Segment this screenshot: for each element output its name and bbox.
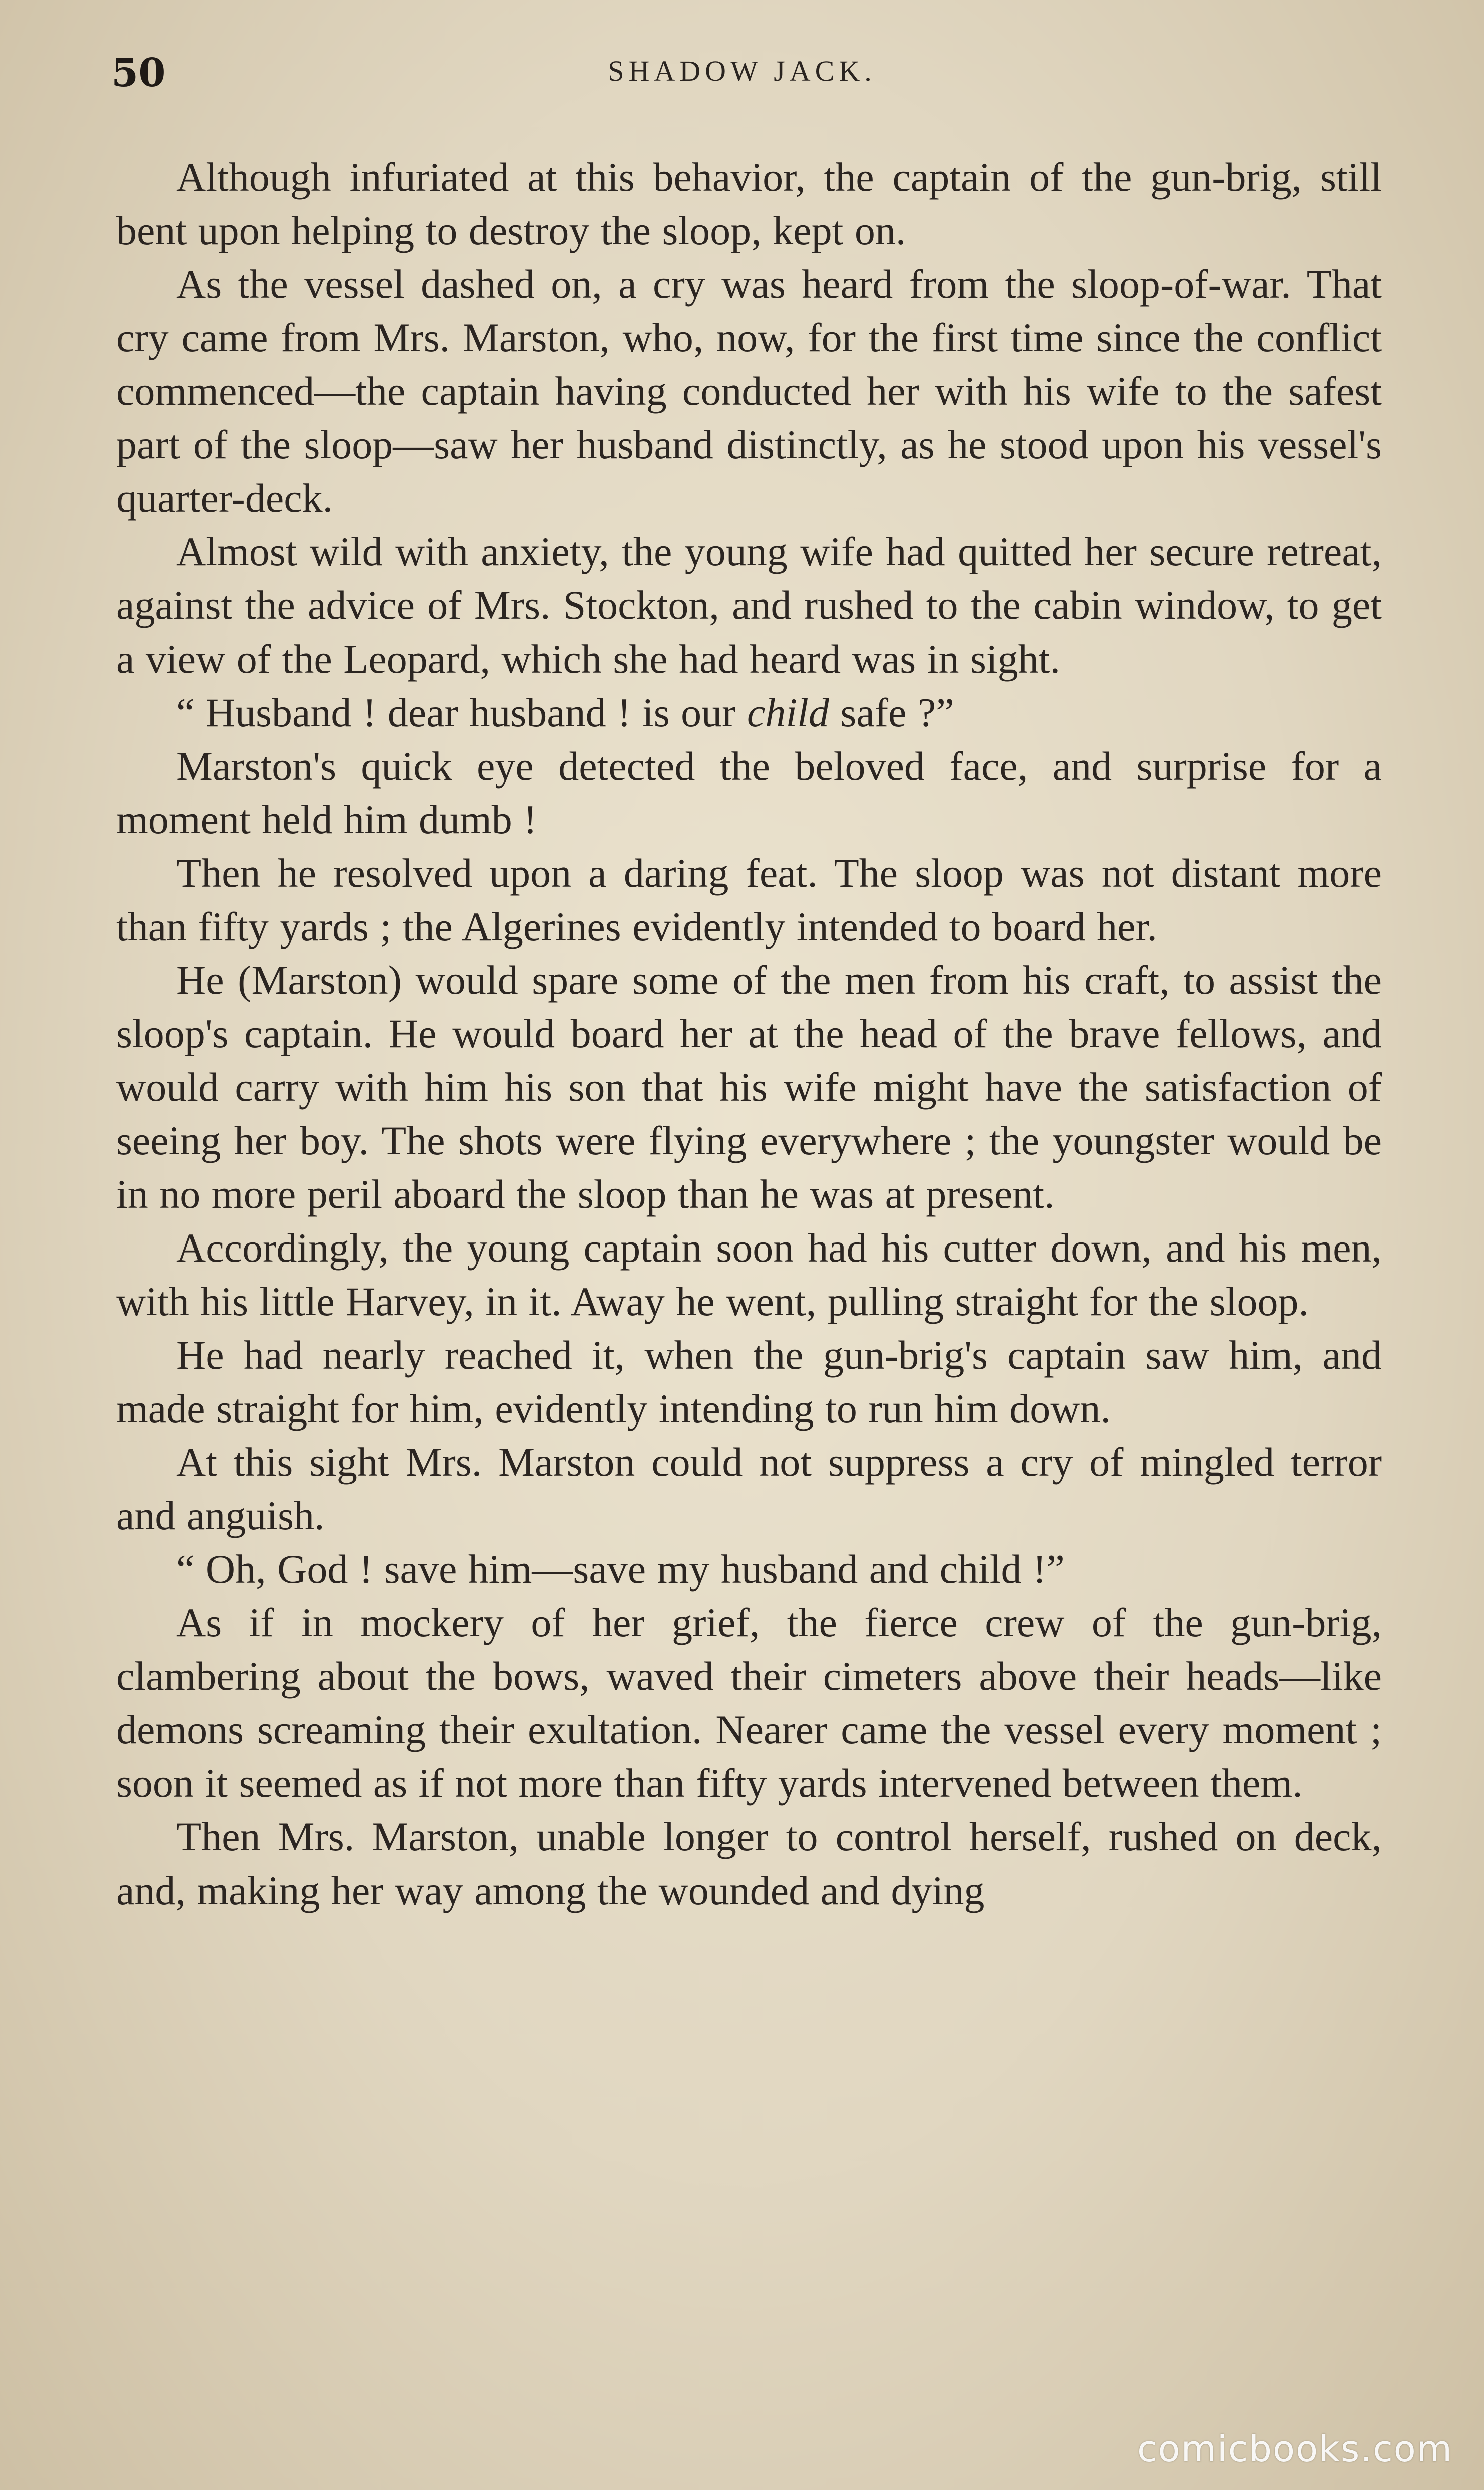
watermark: comicbooks.com bbox=[1137, 2428, 1453, 2470]
paragraph-3: Almost wild with anxiety, the young wife had quitted her secure retreat, against the advice of Mrs. Stockton, and rushed to the cabin window, to get a view of the Leopard, which she had heard was in sight. bbox=[116, 529, 1382, 682]
paragraph-13: Then Mrs. Marston, unable longer to control herself, rushed on deck, and, making her way among the wounded and dying bbox=[116, 1814, 1382, 1913]
paragraph-2: As the vessel dashed on, a cry was heard from the sloop-of-war. That cry came from Mrs. Marston, who, now, for the first time since the conflict commenced—the captain having conducted her with his wife to the safest part of the sloop—saw her husband distinctly, as he stood upon his vessel's quarter-deck. bbox=[116, 261, 1382, 521]
paragraph-11-dialogue: “ Oh, God ! save him—save my husband and child !” bbox=[176, 1546, 1065, 1592]
body-text bbox=[116, 150, 1382, 1917]
running-title: SHADOW JACK. bbox=[608, 55, 876, 87]
dialogue-before: “ Husband ! dear husband ! is our bbox=[176, 690, 747, 735]
paragraph-7: He (Marston) would spare some of the men from his craft, to assist the sloop's captain. He would board her at the head of the brave fellows, and would carry with him his son that his wife might have the satisfaction of seeing her boy. The shots were flying everywhere ; the youngster would be in no more peril aboard the sloop than he was at present. bbox=[116, 957, 1382, 1217]
paragraph-4-dialogue bbox=[116, 686, 1382, 739]
paragraph-12: As if in mockery of her grief, the fierce crew of the gun-brig, clambering about the bows, waved their cimeters above their heads—like demons screaming their exultation. Nearer came the vessel every moment ; soon it seemed as if not more than fifty yards intervened between them. bbox=[116, 1600, 1382, 1806]
dialogue-after: safe ?” bbox=[829, 690, 954, 735]
paragraph-9: He had nearly reached it, when the gun-brig's captain saw him, and made straight for him, evidently intending to run him down. bbox=[116, 1332, 1382, 1431]
paragraph-8: Accordingly, the young captain soon had his cutter down, and his men, with his little Harvey, in it. Away he went, pulling straight for the sloop. bbox=[116, 1225, 1382, 1324]
page-number: 50 bbox=[111, 50, 166, 96]
emphasis-child: child bbox=[747, 690, 829, 735]
paragraph-1: Although infuriated at this behavior, the captain of the gun-brig, still bent upon helping to destroy the sloop, kept on. bbox=[116, 154, 1382, 253]
paragraph-5: Marston's quick eye detected the beloved face, and surprise for a moment held him dumb ! bbox=[116, 743, 1382, 842]
paragraph-10: At this sight Mrs. Marston could not suppress a cry of mingled terror and anguish. bbox=[116, 1439, 1382, 1538]
paragraph-6: Then he resolved upon a daring feat. The sloop was not distant more than fifty yards ; the Algerines evidently intended to board her. bbox=[116, 850, 1382, 949]
